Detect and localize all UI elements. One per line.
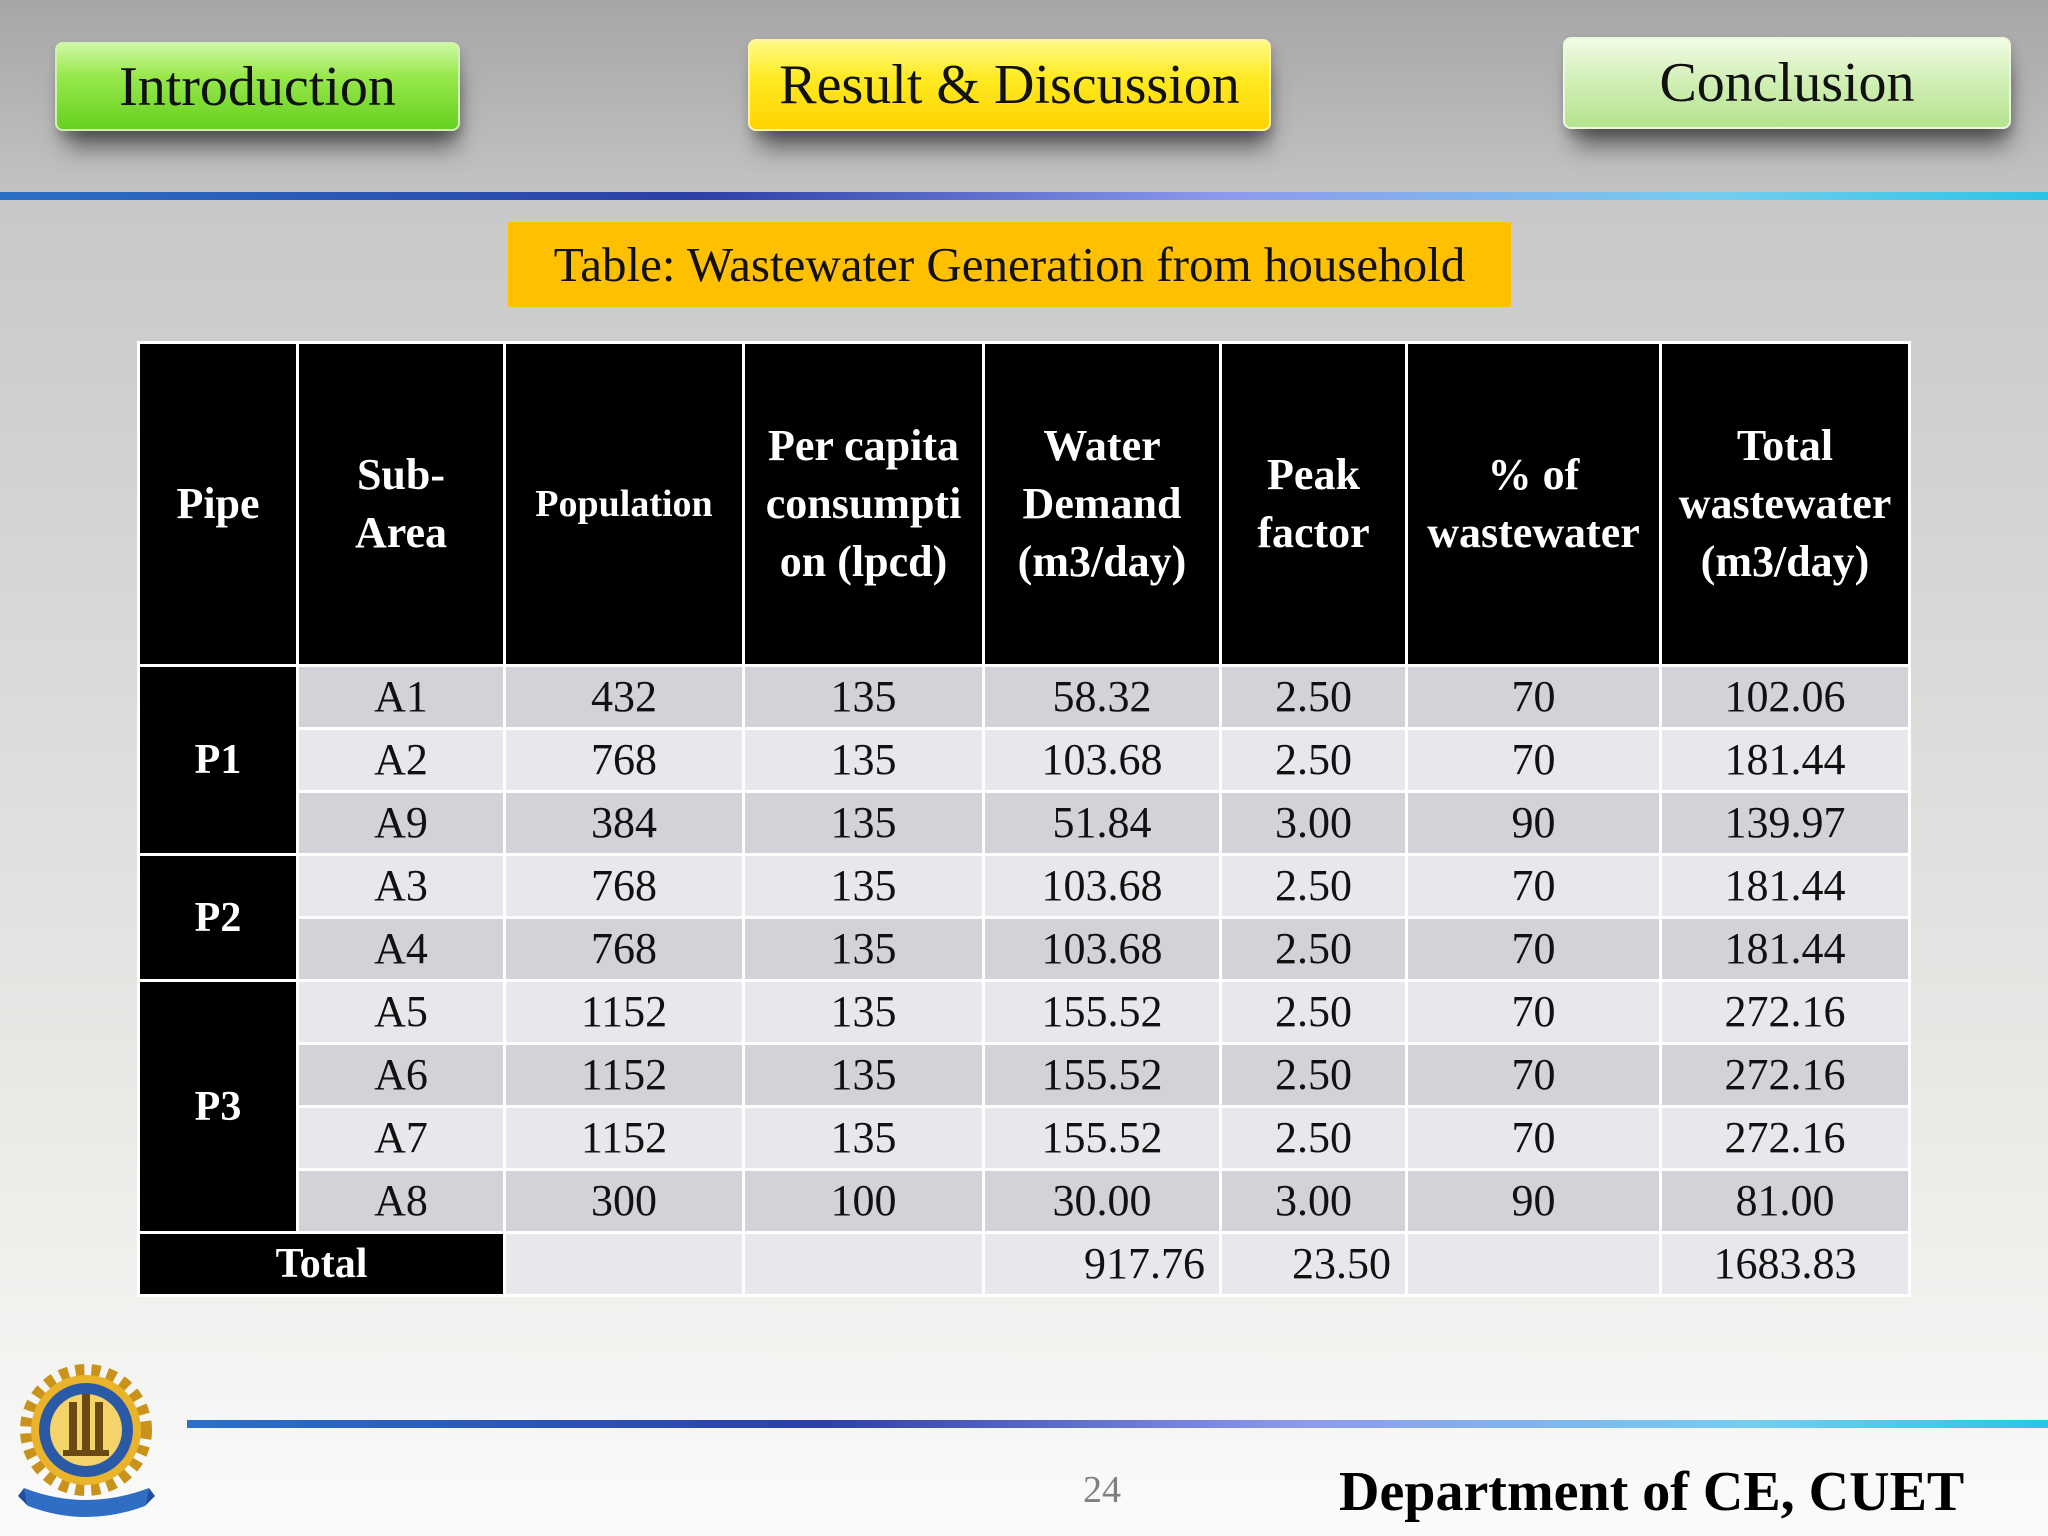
per-capita-cell: 135	[745, 856, 982, 916]
water-demand-cell: 30.00	[985, 1171, 1219, 1231]
sub-area-cell: A7	[299, 1108, 503, 1168]
total-wastewater-cell: 139.97	[1662, 793, 1908, 853]
population-cell: 384	[506, 793, 742, 853]
total-wastewater-cell: 181.44	[1662, 919, 1908, 979]
header-line: Area	[354, 508, 448, 557]
population-cell: 768	[506, 919, 742, 979]
water-demand-cell: 155.52	[985, 1108, 1219, 1168]
water-demand-cell: 155.52	[985, 982, 1219, 1042]
header-population	[506, 344, 742, 664]
population-cell: 1152	[506, 1108, 742, 1168]
header-line: Sub-	[356, 450, 446, 499]
wastewater-pct-cell: 70	[1408, 730, 1659, 790]
top-divider	[0, 192, 2048, 200]
population-cell: 768	[506, 856, 742, 916]
table-row	[140, 1171, 1908, 1231]
header-line: Population	[535, 483, 713, 525]
peak-factor-cell: 3.00	[1222, 793, 1405, 853]
table-row	[140, 793, 1908, 853]
per-capita-cell: 100	[745, 1171, 982, 1231]
peak-factor-cell: 2.50	[1222, 856, 1405, 916]
water-demand-cell: 103.68	[985, 919, 1219, 979]
header-line: Total	[1736, 421, 1834, 470]
header-line: on (lpcd)	[779, 537, 948, 586]
header-line: (m3/day)	[1017, 537, 1187, 586]
total-wastewater-cell: 181.44	[1662, 856, 1908, 916]
wastewater-pct-cell: 90	[1408, 793, 1659, 853]
result-discussion-button[interactable]	[748, 39, 1271, 131]
header-line: (m3/day)	[1700, 537, 1870, 586]
per-capita-cell: 135	[745, 919, 982, 979]
table-row	[140, 1045, 1908, 1105]
peak-factor-cell: 2.50	[1222, 919, 1405, 979]
total-wastewater-pct-cell	[1408, 1234, 1659, 1294]
header-water-demand	[985, 344, 1219, 664]
population-cell: 768	[506, 730, 742, 790]
water-demand-cell: 51.84	[985, 793, 1219, 853]
pipe-cell: P3	[140, 982, 296, 1231]
wastewater-pct-cell: 70	[1408, 982, 1659, 1042]
population-cell: 300	[506, 1171, 742, 1231]
water-demand-cell: 58.32	[985, 667, 1219, 727]
sub-area-cell: A8	[299, 1171, 503, 1231]
water-demand-cell: 103.68	[985, 730, 1219, 790]
total-wastewater-cell: 181.44	[1662, 730, 1908, 790]
total-wastewater-cell: 102.06	[1662, 667, 1908, 727]
wastewater-pct-cell: 70	[1408, 1045, 1659, 1105]
header-line: consumpti	[765, 479, 962, 528]
peak-factor-cell: 2.50	[1222, 1108, 1405, 1168]
per-capita-cell: 135	[745, 793, 982, 853]
per-capita-cell: 135	[745, 1108, 982, 1168]
wastewater-pct-cell: 90	[1408, 1171, 1659, 1231]
peak-factor-cell: 2.50	[1222, 667, 1405, 727]
sub-area-cell: A3	[299, 856, 503, 916]
population-cell: 1152	[506, 982, 742, 1042]
peak-factor-cell: 2.50	[1222, 1045, 1405, 1105]
introduction-label: Introduction	[119, 55, 396, 118]
header-sub-area	[299, 344, 503, 664]
per-capita-cell: 135	[745, 982, 982, 1042]
total-peak-factor-cell: 23.50	[1222, 1234, 1405, 1294]
conclusion-label: Conclusion	[1659, 52, 1915, 114]
population-cell: 432	[506, 667, 742, 727]
sub-area-cell: A1	[299, 667, 503, 727]
per-capita-cell: 135	[745, 667, 982, 727]
water-demand-cell: 103.68	[985, 856, 1219, 916]
table-row	[140, 1108, 1908, 1168]
sub-area-cell: A5	[299, 982, 503, 1042]
header-line: Peak	[1267, 450, 1360, 499]
header-total-wastewater	[1662, 344, 1908, 664]
total-water-demand-cell: 917.76	[985, 1234, 1219, 1294]
sub-area-cell: A9	[299, 793, 503, 853]
wastewater-pct-cell: 70	[1408, 667, 1659, 727]
sub-area-cell: A6	[299, 1045, 503, 1105]
total-wastewater-sum-cell: 1683.83	[1662, 1234, 1908, 1294]
total-wastewater-cell: 81.00	[1662, 1171, 1908, 1231]
table-header-row	[140, 344, 1908, 664]
total-label: Total	[140, 1234, 503, 1294]
header-line: Per capita	[767, 421, 960, 470]
header-line: wastewater	[1678, 479, 1892, 528]
cuet-gear-logo-icon	[16, 1362, 157, 1530]
result-discussion-label: Result & Discussion	[779, 54, 1240, 116]
conclusion-button[interactable]	[1563, 37, 2011, 129]
header-line: Water	[1043, 421, 1161, 470]
wastewater-pct-cell: 70	[1408, 919, 1659, 979]
table-title-text: Table: Wastewater Generation from household	[553, 237, 1466, 292]
header-line: Pipe	[176, 479, 260, 528]
page-number: 24	[1083, 1469, 1121, 1511]
sub-area-cell: A2	[299, 730, 503, 790]
table-row	[140, 919, 1908, 979]
header-pipe	[140, 344, 296, 664]
per-capita-cell: 135	[745, 1045, 982, 1105]
population-cell: 1152	[506, 1045, 742, 1105]
header-wastewater-pct	[1408, 344, 1659, 664]
table-row	[140, 730, 1908, 790]
peak-factor-cell: 2.50	[1222, 982, 1405, 1042]
department-label: Department of CE, CUET	[1339, 1461, 1965, 1523]
bottom-divider	[187, 1420, 2048, 1428]
total-per-capita-cell	[745, 1234, 982, 1294]
table-row	[140, 982, 1908, 1042]
table-title	[508, 222, 1511, 307]
total-population-cell	[506, 1234, 742, 1294]
header-peak-factor	[1222, 344, 1405, 664]
total-wastewater-cell: 272.16	[1662, 1108, 1908, 1168]
table-row	[140, 856, 1908, 916]
pipe-cell: P1	[140, 667, 296, 853]
wastewater-pct-cell: 70	[1408, 1108, 1659, 1168]
water-demand-cell: 155.52	[985, 1045, 1219, 1105]
peak-factor-cell: 3.00	[1222, 1171, 1405, 1231]
peak-factor-cell: 2.50	[1222, 730, 1405, 790]
pipe-cell: P2	[140, 856, 296, 979]
header-per-capita	[745, 344, 982, 664]
introduction-button[interactable]	[55, 42, 460, 131]
total-wastewater-cell: 272.16	[1662, 982, 1908, 1042]
wastewater-table	[137, 341, 1911, 1297]
header-line: wastewater	[1427, 508, 1640, 557]
header-line: % of	[1487, 450, 1580, 499]
sub-area-cell: A4	[299, 919, 503, 979]
wastewater-pct-cell: 70	[1408, 856, 1659, 916]
per-capita-cell: 135	[745, 730, 982, 790]
total-row	[140, 1234, 1908, 1294]
table-row	[140, 667, 1908, 727]
header-line: factor	[1257, 508, 1370, 557]
header-line: Demand	[1022, 479, 1182, 528]
total-wastewater-cell: 272.16	[1662, 1045, 1908, 1105]
